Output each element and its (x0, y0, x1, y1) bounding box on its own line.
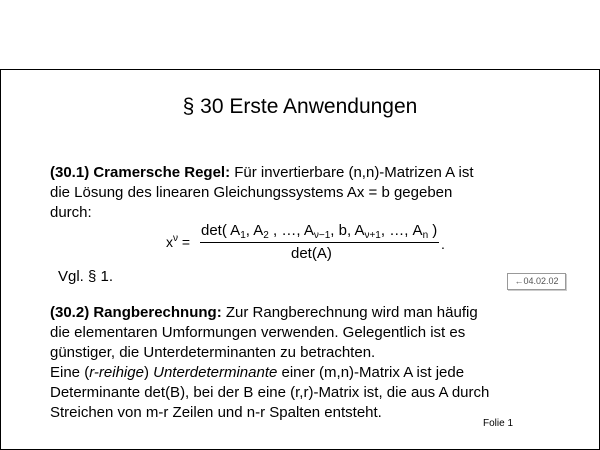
section-30-1-text: Für invertierbare (n,n)-Matrizen A ist (230, 164, 474, 181)
slide-title: § 30 Erste Anwendungen (182, 95, 418, 118)
formula-x: x (166, 234, 173, 250)
line4-part: Eine ( (50, 364, 90, 381)
num-part: , …, A (380, 222, 423, 239)
section-30-2-text: Zur Rangberechnung wird man häufig (221, 304, 478, 321)
line4-italic: Unterdeterminante (153, 364, 278, 381)
section-30-1-line3: durch: (50, 204, 92, 221)
formula-lhs (166, 234, 190, 250)
formula-nu: ν (173, 233, 178, 244)
line4-part: ) (143, 364, 154, 381)
section-30-1-heading: (30.1) Cramersche Regel: (50, 164, 231, 181)
num-part: , …, A (268, 222, 314, 239)
num-part: det( A (201, 222, 241, 239)
section-30-2-line1 (50, 303, 478, 323)
formula-equals: = (178, 234, 191, 250)
num-sub: n (422, 230, 429, 241)
formula-period: . (441, 236, 445, 252)
reference-text: Vgl. § 1. (58, 268, 114, 285)
section-30-2-line4 (50, 363, 464, 383)
num-sub: 2 (263, 230, 269, 241)
section-30-2-heading: (30.2) Rangberechnung: (50, 304, 222, 321)
section-30-2-line3: günstiger, die Unterdeterminanten zu betrachten. (50, 344, 376, 361)
num-sub: 1 (240, 230, 246, 241)
num-sub: ν+1 (364, 230, 381, 241)
section-30-2-line5: Determinante det(B), bei der B eine (r,r)-Matrix ist, die aus A durch (50, 384, 490, 401)
num-part: , A (245, 222, 264, 239)
slide-footer: Folie 1 (483, 418, 514, 429)
formula-denominator: det(A) (291, 245, 332, 262)
back-link-button[interactable]: ←04.02.02 (507, 273, 566, 290)
num-part: , b, A (330, 222, 365, 239)
section-30-1-line2: die Lösung des linearen Gleichungssystems Ax = b gegeben (50, 184, 453, 201)
line4-italic: r-reihige (89, 364, 144, 381)
section-30-1-line1 (50, 163, 474, 183)
line4-part: einer (m,n)-Matrix A ist jede (277, 364, 465, 381)
fraction-bar (200, 242, 439, 243)
num-sub: ν−1 (313, 230, 331, 241)
section-30-2-line6: Streichen von m-r Zeilen und n-r Spalten entsteht. (50, 404, 382, 421)
section-30-2-line2: die elementaren Umformungen verwenden. Gelegentlich ist es (50, 324, 466, 341)
formula-numerator (201, 222, 437, 239)
num-part: ) (428, 222, 438, 239)
